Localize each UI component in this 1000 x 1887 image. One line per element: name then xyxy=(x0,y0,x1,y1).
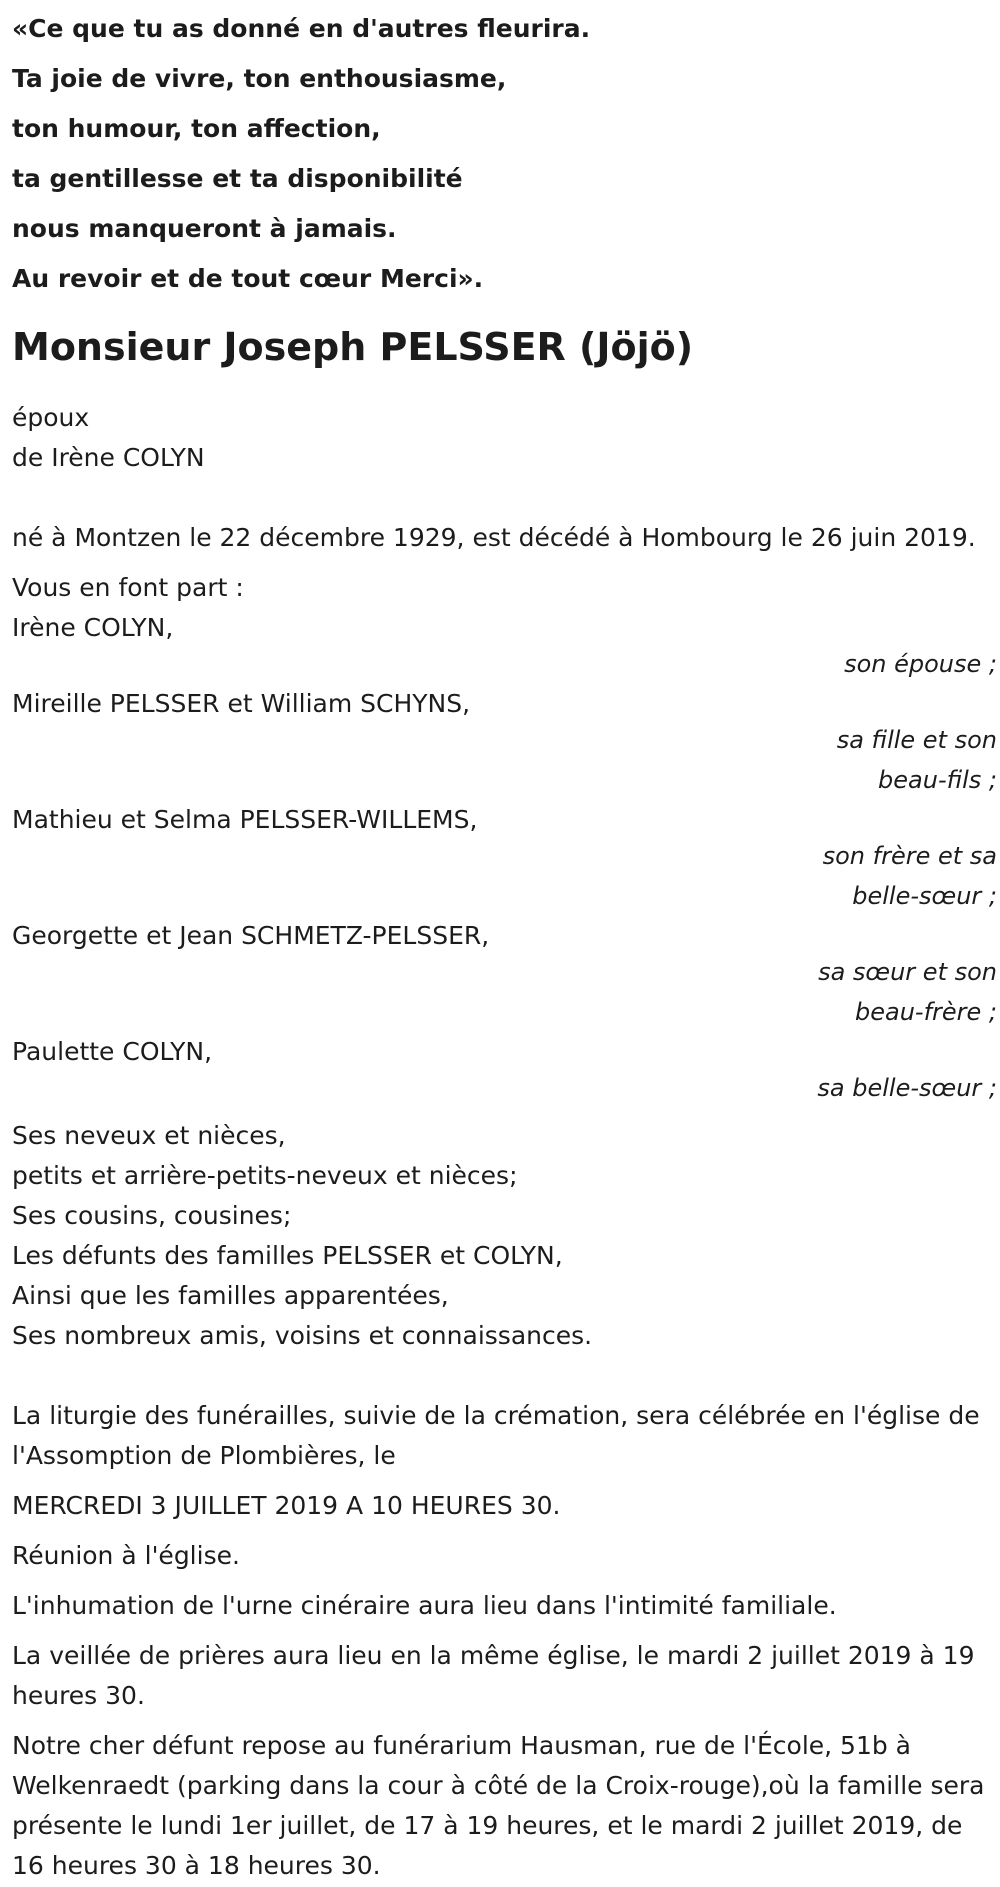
family-section xyxy=(12,568,997,1108)
other-mourners xyxy=(12,1116,988,1356)
mourner-line: Ses cousins, cousines; xyxy=(12,1201,292,1230)
quote-line: «Ce que tu as donné en d'autres fleurira. xyxy=(12,14,591,43)
family-member-relation: sa belle-sœur ; xyxy=(817,1074,997,1102)
quote-line: ta gentillesse et ta disponibilité xyxy=(12,164,463,193)
family-member-name: Mathieu et Selma PELSSER-WILLEMS, xyxy=(12,805,478,834)
mourner-line: Les défunts des familles PELSSER et COLYN, xyxy=(12,1241,563,1270)
funeral-details xyxy=(12,1396,997,1886)
family-intro: Vous en font part : xyxy=(12,573,244,602)
family-member-relation: son frère et sa belle-sœur ; xyxy=(822,842,997,910)
repose-text: Notre cher défunt repose au funérarium Hausman, rue de l'École, 51b à Welkenraedt (parking dans la cour à côté de la Croix-rouge),où la famille sera présente le lundi 1er juillet, de 17 à 19 heures, et le mardi 2 juillet 2019, de 16 heures 30 à 18 heures 30. xyxy=(12,1731,985,1880)
family-member-name: Irène COLYN, xyxy=(12,613,174,642)
ceremony-datetime: MERCREDI 3 JUILLET 2019 A 10 HEURES 30. xyxy=(12,1491,561,1520)
spouse-line: époux xyxy=(12,403,90,432)
meeting-text: Réunion à l'église. xyxy=(12,1541,240,1570)
mourner-line: Ses neveux et nièces, xyxy=(12,1121,286,1150)
family-member-name: Paulette COLYN, xyxy=(12,1037,213,1066)
quote-line: Au revoir et de tout cœur Merci». xyxy=(12,264,484,293)
quote-line: ton humour, ton affection, xyxy=(12,114,381,143)
family-member-name: Mireille PELSSER et William SCHYNS, xyxy=(12,689,471,718)
family-member xyxy=(12,608,997,684)
family-member xyxy=(12,916,997,1032)
spouse-info xyxy=(12,398,988,478)
vigil-text: La veillée de prières aura lieu en la même église, le mardi 2 juillet 2019 à 19 heures 30. xyxy=(12,1641,975,1710)
family-member-name: Georgette et Jean SCHMETZ-PELSSER, xyxy=(12,921,490,950)
birth-death-info xyxy=(12,518,997,558)
quote-line: Ta joie de vivre, ton enthousiasme, xyxy=(12,64,507,93)
mourner-line: Ainsi que les familles apparentées, xyxy=(12,1281,449,1310)
epitaph-quote xyxy=(12,0,988,304)
spouse-line: de Irène COLYN xyxy=(12,443,205,472)
family-member xyxy=(12,684,997,800)
liturgy-text: La liturgie des funérailles, suivie de la crémation, sera célébrée en l'église de l'Assomption de Plombières, le xyxy=(12,1401,980,1470)
mourner-line: Ses nombreux amis, voisins et connaissances. xyxy=(12,1321,593,1350)
mourner-line: petits et arrière-petits-neveux et nièces; xyxy=(12,1161,518,1190)
family-member-relation: sa fille et son beau-fils ; xyxy=(836,726,997,794)
quote-line: nous manqueront à jamais. xyxy=(12,214,397,243)
deceased-name: Monsieur Joseph PELSSER (Jöjö) xyxy=(12,325,694,369)
inhumation-text: L'inhumation de l'urne cinéraire aura lieu dans l'intimité familiale. xyxy=(12,1591,837,1620)
family-member-relation: sa sœur et son beau-frère ; xyxy=(818,958,997,1026)
birth-death-text: né à Montzen le 22 décembre 1929, est décédé à Hombourg le 26 juin 2019. xyxy=(12,523,976,552)
family-member xyxy=(12,1032,997,1108)
family-member xyxy=(12,800,997,916)
family-member-relation: son épouse ; xyxy=(844,650,997,678)
